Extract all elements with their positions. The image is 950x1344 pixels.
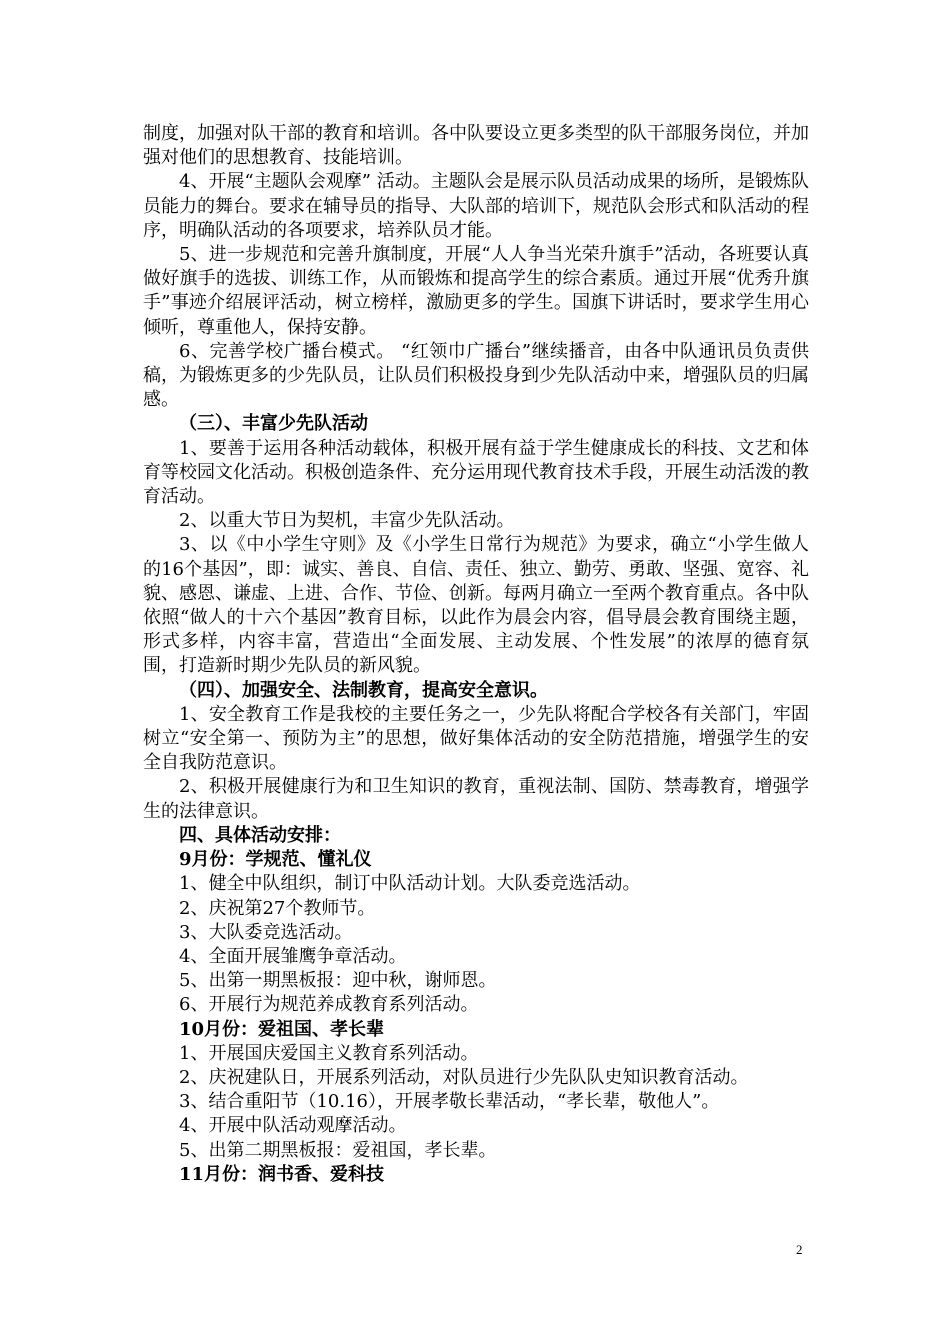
paragraph: 制度，加强对队干部的教育和培训。各中队要设立更多类型的队干部服务岗位，并加强对他们的思想教育、技能培训。 xyxy=(143,123,809,169)
list-item: 5、出第二期黑板报：爱祖国，孝长辈。 xyxy=(179,1139,497,1161)
month-heading: 9月份：学规范、懂礼仪 xyxy=(179,849,372,871)
list-item: 1、开展国庆爱国主义教育系列活动。 xyxy=(179,1042,479,1064)
page-number: 2 xyxy=(796,1242,803,1257)
list-item: 1、健全中队组织，制订中队活动计划。大队委竞选活动。 xyxy=(179,873,641,895)
paragraph: 4、开展“主题队会观摩” 活动。主题队会是展示队员活动成果的场所，是锻炼队员能力的舞台。要求在辅导员的指导、大队部的培训下，规范队会形式和队活动的程序，明确队活动的各项要求，培养队员才能。 xyxy=(143,171,809,241)
paragraph: 2、积极开展健康行为和卫生知识的教育，重视法制、国防、禁毒教育，增强学生的法律意识。 xyxy=(143,776,809,822)
list-item: 3、大队委竞选活动。 xyxy=(179,921,353,943)
document-body xyxy=(143,122,809,1187)
paragraph: 1、安全教育工作是我校的主要任务之一，少先队将配合学校各有关部门，牢固树立“安全第一、预防为主”的思想，做好集体活动的安全防范措施，增强学生的安全自我防范意识。 xyxy=(143,703,809,774)
section-heading: 四、具体活动安排： xyxy=(179,824,341,846)
list-item: 2、庆祝第27个教师节。 xyxy=(179,897,376,919)
section-heading: （四）、加强安全、法制教育，提高安全意识。 xyxy=(179,679,548,701)
month-heading: 10月份：爱祖国、孝长辈 xyxy=(179,1018,385,1040)
list-item: 4、全面开展雏鹰争章活动。 xyxy=(179,945,407,967)
paragraph: 6、完善学校广播台模式。 “红领巾广播台”继续播音，由各中队通讯员负责供稿，为锻炼更多的少先队员，让队员们积极投身到少先队活动中来，增强队员的归属感。 xyxy=(143,340,809,411)
list-item: 6、开展行为规范养成教育系列活动。 xyxy=(179,994,479,1016)
paragraph: 2、以重大节日为契机，丰富少先队活动。 xyxy=(179,510,515,532)
list-item: 5、出第一期黑板报：迎中秋，谢师恩。 xyxy=(179,970,497,992)
month-heading: 11月份：润书香、爱科技 xyxy=(179,1163,385,1185)
section-heading: （三）、丰富少先队活动 xyxy=(179,413,368,435)
list-item: 3、结合重阳节（10.16），开展孝敬长辈活动，“孝长辈，敬他人”。 xyxy=(179,1091,720,1113)
paragraph: 1、要善于运用各种活动载体，积极开展有益于学生健康成长的科技、文艺和体育等校园文化活动。积极创造条件、充分运用现代教育技术手段，开展生动活泼的教育活动。 xyxy=(143,437,809,508)
list-item: 2、庆祝建队日，开展系列活动，对队员进行少先队队史知识教育活动。 xyxy=(179,1066,749,1088)
paragraph: 3、以《中小学生守则》及《小学生日常行为规范》为要求，确立“小学生做人的16个基因”，即：诚实、善良、自信、责任、独立、勤劳、勇敢、坚强、宽容、礼貌、感恩、谦虚、上进、合作、节俭、创新。每两月确立一至两个教育重点。各中队依照“做人的十六个基因”教育目标，以此作为晨会内容，倡导晨会教育围绕主题，形式多样，内容丰富，营造出“全面发展、主动发展、个性发展”的浓厚的德育氛围，打造新时期少先队员的新风貌。 xyxy=(143,534,809,677)
paragraph: 5、进一步规范和完善升旗制度，开展“人人争当光荣升旗手”活动，各班要认真做好旗手的选拔、训练工作，从而锻炼和提高学生的综合素质。通过开展“优秀升旗手”事迹介绍展评活动，树立榜样，激励更多的学生。国旗下讲话时，要求学生用心倾听，尊重他人，保持安静。 xyxy=(143,244,809,338)
list-item: 4、开展中队活动观摩活动。 xyxy=(179,1115,407,1137)
